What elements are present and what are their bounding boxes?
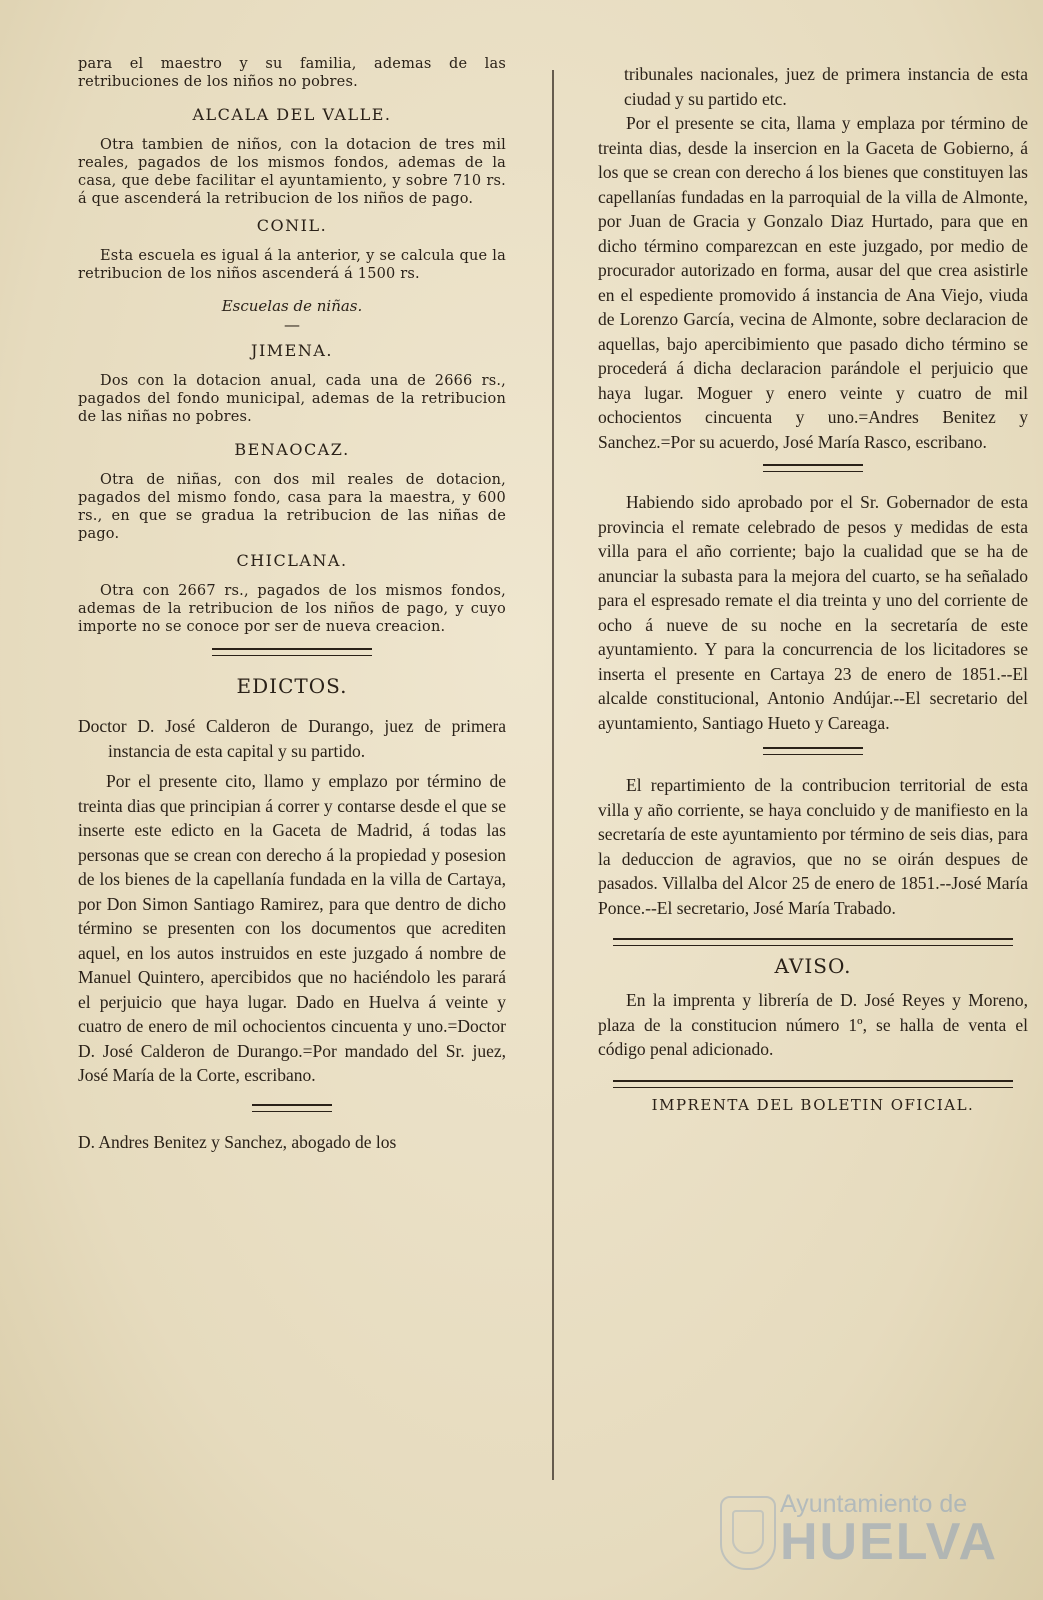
remate-notice: Habiendo sido aprobado por el Sr. Gobernador de esta provincia el remate celebrado de pesos y medidas de esta villa para el año corriente; bajo la cualidad que se ha de anunciar la subasta para la mejora del cuarto, se ha señalado para el espresado remate el dia treinta y uno del corriente de ocho á nueve de su noche en la secretaría de este ayuntamiento. Y para la concurrencia de los licitadores se inserta el presente en Cartaya 23 de enero de 1851.--El alcalde constitucional, Antonio Andújar.--El secretario del ayuntamiento, Santiago Hueto y Careaga. bbox=[598, 492, 1028, 733]
section-title-alcala: ALCALA DEL VALLE. bbox=[192, 105, 392, 124]
rule-separator bbox=[212, 648, 372, 656]
watermark-logo bbox=[720, 1490, 1020, 1590]
section-title-edictos: EDICTOS. bbox=[236, 674, 348, 698]
watermark-line-2: HUELVA bbox=[780, 1513, 999, 1571]
rule-separator bbox=[613, 938, 1013, 946]
aviso-text: En la imprenta y librería de D. José Reyes y Moreno, plaza de la constitucion número 1º, se halla de venta el código penal adicionado. bbox=[598, 990, 1028, 1059]
section-title-chiclana: CHICLANA. bbox=[236, 551, 348, 570]
watermark-line-1: Ayuntamiento de bbox=[780, 1490, 968, 1518]
dash-separator: — bbox=[284, 315, 300, 334]
intro-text: para el maestro y su familia, ademas de las retribuciones de los niños no pobres. bbox=[78, 56, 506, 90]
edicto-1-body: Por el presente cito, llamo y emplazo por término de treinta dias que principian á correr y contarse desde el que se inserte este edicto en la Gaceta de Madrid, á todas las personas que se crean con derecho á la propiedad y posesion de los bienes de la capellanía fundada en la villa de Cartaya, por Don Simon Santiago Ramirez, para que dentro de dicho término se presenten con los documentos que acrediten aquel, en los autos instruidos en este juzgado á nombre de Manuel Quintero, apercibidos que no haciéndolo les parará el perjuicio que haya lugar. Dado en Huelva á veinte y cuatro de enero de mil ochocientos cincuenta y uno.=Doctor D. José Calderon de Durango.=Por mandado del Sr. juez, José María de la Corte, escribano. bbox=[78, 771, 506, 1085]
section-title-aviso: AVISO. bbox=[774, 954, 852, 978]
column-divider bbox=[552, 70, 554, 1480]
section-title-benaocaz: BENAOCAZ. bbox=[234, 440, 350, 459]
conil-text: Esta escuela es igual á la anterior, y se calcula que la retribucion de los niños ascenderá á 1500 rs. bbox=[78, 248, 506, 282]
repartimiento-notice: El repartimiento de la contribucion territorial de esta villa y año corriente, se haya concluido y de manifiesto en la secretaría de este ayuntamiento por término de seis dias, para la deduccion de agravios, que no se oirán despues de pasados. Villalba del Alcor 25 de enero de 1851.--José María Ponce.--El secretario, José María Trabado. bbox=[598, 775, 1028, 918]
section-title-ninas: Escuelas de niñas. bbox=[221, 297, 363, 315]
edicto-2-continuation: tribunales nacionales, juez de primera instancia de esta ciudad y su partido etc. bbox=[624, 64, 1028, 109]
rule-separator bbox=[252, 1104, 332, 1112]
jimena-text: Dos con la dotacion anual, cada una de 2666 rs., pagados del fondo municipal, ademas de la retribucion de las niñas no pobres. bbox=[78, 373, 506, 425]
alcala-text: Otra tambien de niños, con la dotacion de tres mil reales, pagados de los mismos fondos, ademas de la casa, que debe facilitar el ayuntamiento, y sobre 710 rs. á que ascenderá la retribucion de los niños de pago. bbox=[78, 137, 506, 207]
printer-footer: IMPRENTA DEL BOLETIN OFICIAL. bbox=[651, 1095, 975, 1114]
coat-of-arms-icon bbox=[720, 1496, 776, 1570]
chiclana-text: Otra con 2667 rs., pagados de los mismos fondos, ademas de la retribucion de los niños de pago, y cuyo importe no se conoce por ser de nueva creacion. bbox=[78, 583, 506, 635]
benaocaz-text: Otra de niñas, con dos mil reales de dotacion, pagados del mismo fondo, casa para la maestra, y 600 rs., en que se gradua la retribucion de las niñas de pago. bbox=[78, 472, 506, 542]
rule-separator bbox=[763, 747, 863, 755]
rule-separator bbox=[613, 1080, 1013, 1088]
section-title-conil: CONIL. bbox=[256, 216, 328, 235]
right-column bbox=[598, 62, 1028, 1114]
edicto-1-heading: Doctor D. José Calderon de Durango, juez de primera instancia de esta capital y su partido. bbox=[78, 716, 506, 761]
edicto-2-body: Por el presente se cita, llama y emplaza por término de treinta dias, desde la insercion en la Gaceta de Gobierno, á los que se crean con derecho á los bienes que constituyen las capellanías fundadas en la parroquial de la villa de Almonte, por Juan de Gracia y Gonzalo Diaz Hurtado, para que en dicho término comparezcan en este juzgado, por medio de procurador autorizado en forma, ausar del que crea asistirle en el espediente promovido á instancia de Ana Viejo, viuda de Lorenzo García, vecina de Almonte, sobre declaracion de aquellas, bajo apercibimiento que pasado dicho término se procederá á dicha declaracion parándole el perjuicio que haya lugar. Moguer y enero veinte y cuatro de mil ochocientos cincuenta y uno.=Andres Benitez y Sanchez.=Por su acuerdo, José María Rasco, escribano. bbox=[598, 113, 1028, 452]
edicto-2-heading: D. Andres Benitez y Sanchez, abogado de los bbox=[78, 1131, 397, 1152]
rule-separator bbox=[763, 464, 863, 472]
left-column bbox=[78, 55, 506, 1154]
section-title-jimena: JIMENA. bbox=[251, 341, 333, 360]
